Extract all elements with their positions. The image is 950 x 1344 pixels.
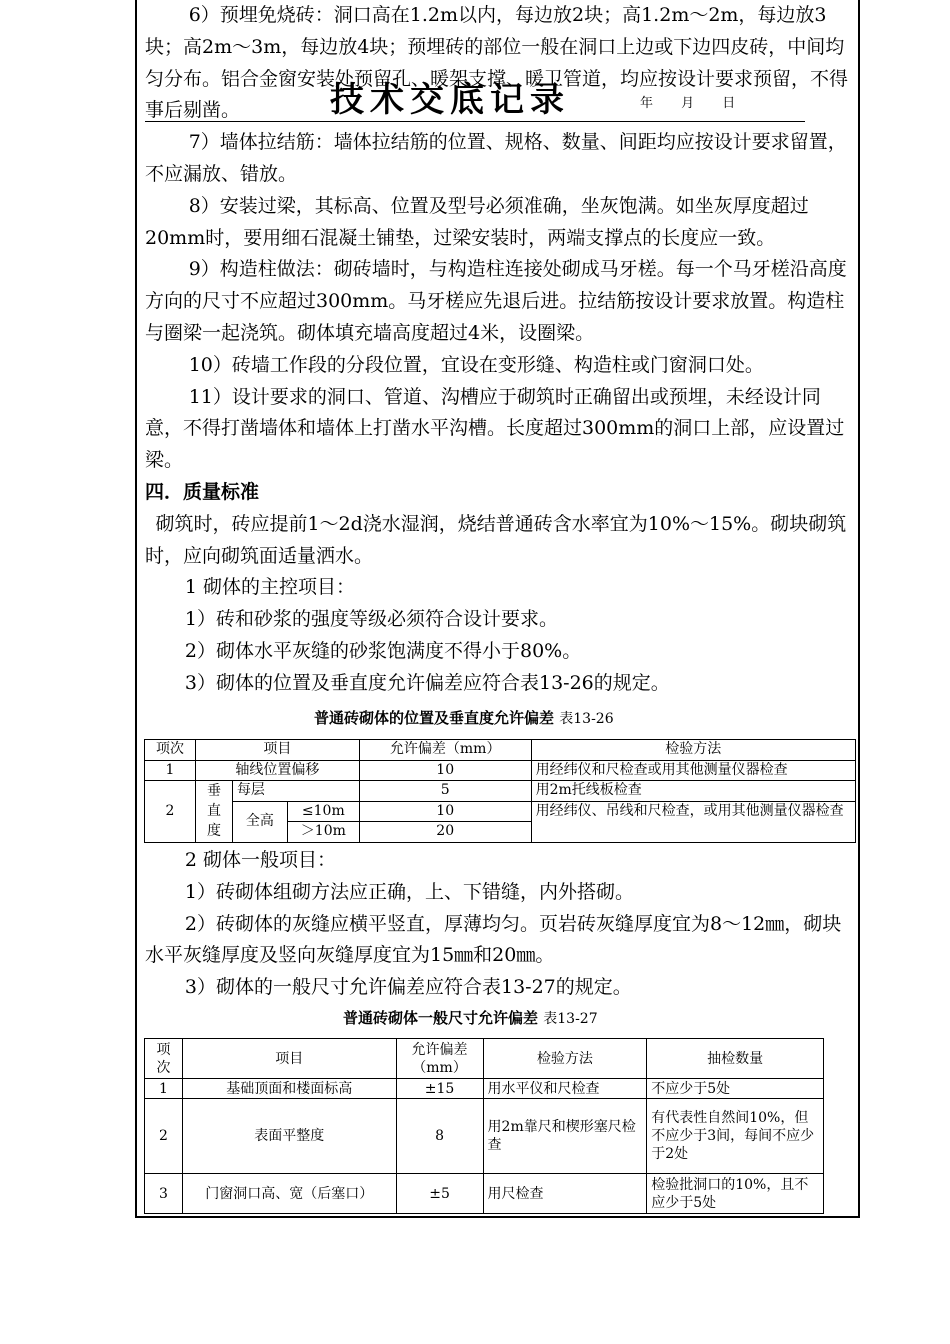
cell: 每层: [232, 781, 359, 802]
table-13-26: [144, 739, 856, 843]
date-placeholder: 年 月 日: [640, 96, 748, 111]
main-item-2: 2）砌体水平灰缝的砂浆饱满度不得小于80%。: [184, 639, 582, 662]
main-item-1: 1）砖和砂浆的强度等级必须符合设计要求。: [184, 608, 558, 631]
cell: 10: [359, 801, 531, 822]
paragraph-10: 10）砖墙工作段的分段位置，宜设在变形缝、构造柱或门窗洞口处。: [188, 353, 764, 376]
cell: 检验批洞口的10%，且不应少于5处: [647, 1174, 824, 1214]
section-intro: 砌筑时，砖应提前1～2d浇水湿润，烧结普通砖含水率宜为10%～15%。砌块砌筑时，应向砌筑面适量洒水。: [145, 512, 847, 567]
paragraph-7: 7）墙体拉结筋：墙体拉结筋的位置、规格、数量、间距均应按设计要求留置，不应漏放、错放。: [145, 131, 847, 185]
table-header-row: [145, 740, 856, 761]
cell: 用经纬仪、吊线和尺检查，或用其他测量仪器检查: [531, 801, 855, 842]
paragraph-9: 9）构造柱做法：砌砖墙时，与构造柱连接处砌成马牙槎。每一个马牙槎沿高度方向的尺寸不应超过300mm。马牙槎应先退后进。拉结筋按设计要求放置。构造柱与圈梁一起浇筑。砌体填充墙高度超过4米，设圈梁。: [145, 258, 847, 344]
paragraph-8: 8）安装过梁，其标高、位置及型号必须准确，坐灰饱满。如坐灰厚度超过20mm时，要用细石混凝土铺垫，过梁安装时，两端支撑点的长度应一致。: [145, 194, 809, 249]
table-row: [145, 1099, 824, 1174]
general-item-3: 3）砌体的一般尺寸允许偏差应符合表13-27的规定。: [184, 976, 632, 999]
cell: ±15: [396, 1079, 483, 1099]
cell: 20: [359, 822, 531, 843]
cell: 用尺检查: [483, 1174, 647, 1214]
cell: ±5: [396, 1174, 483, 1214]
table1-caption-text: 普通砖砌体的位置及垂直度允许偏差: [314, 709, 555, 727]
general-item-2: 2）砖砌体的灰缝应横平竖直，厚薄均匀。页岩砖灰缝厚度宜为8～12㎜，砌块水平灰缝厚度及竖向灰缝厚度宜为15㎜和20㎜。: [145, 912, 842, 967]
cell: ＞10m: [287, 822, 359, 843]
cell: 2: [145, 1099, 183, 1174]
cell: 全高: [232, 801, 287, 842]
cell: 不应少于5处: [647, 1079, 824, 1099]
table2-caption-number: 表13-27: [543, 1011, 598, 1027]
cell: 1: [145, 760, 196, 781]
main-item-3: 3）砌体的位置及垂直度允许偏差应符合表13-26的规定。: [184, 671, 670, 694]
cell: 用水平仪和尺检查: [483, 1079, 647, 1099]
table-row: [145, 1079, 824, 1099]
cell: 1: [145, 1079, 183, 1099]
cell: 轴线位置偏移: [195, 760, 359, 781]
document-title: 技术交底记录: [330, 80, 570, 120]
table-row: [145, 781, 856, 802]
header-cell: 检验方法: [531, 740, 855, 761]
table-row: [145, 801, 856, 822]
general-items-title: 2 砌体一般项目：: [184, 849, 337, 871]
main-items-title: 1 砌体的主控项目：: [184, 576, 356, 599]
cell: 用2m托线板检查: [531, 781, 855, 802]
table1-caption-number: 表13-26: [559, 711, 614, 727]
cell: 用经纬仪和尺检查或用其他测量仪器检查: [531, 760, 855, 781]
cell: 有代表性自然间10%，但不应少于3间，每间不应少于2处: [647, 1099, 824, 1174]
section-heading-quality: 四．质量标准: [145, 480, 260, 503]
cell: 基础顶面和楼面标高: [182, 1079, 396, 1099]
header-cell: 抽检数量: [647, 1039, 824, 1079]
header-cell: 项次: [145, 1039, 183, 1079]
cell: 8: [396, 1099, 483, 1174]
cell: 3: [145, 1174, 183, 1214]
cell: 用2m靠尺和楔形塞尺检查: [483, 1099, 647, 1174]
table-13-27: [144, 1038, 824, 1214]
table2-caption: [343, 1007, 598, 1028]
cell: 表面平整度: [182, 1099, 396, 1174]
header-cell: 项次: [145, 740, 196, 761]
table-row: [145, 1174, 824, 1214]
document-body-2: [145, 845, 850, 1004]
cell: 垂直度: [195, 781, 232, 843]
cell: ≤10m: [287, 801, 359, 822]
general-item-1: 1）砖砌体组砌方法应正确，上、下错缝，内外搭砌。: [184, 880, 634, 903]
table1-caption: [314, 707, 614, 728]
cell: 门窗洞口高、宽（后塞口）: [182, 1174, 396, 1214]
cell: 5: [359, 781, 531, 802]
paragraph-11: 11）设计要求的洞口、管道、沟槽应于砌筑时正确留出或预埋，未经设计同意，不得打凿墙体和墙体上打凿水平沟槽。长度超过300mm的洞口上部，应设置过梁。: [145, 385, 845, 472]
table-header-row: [145, 1039, 824, 1079]
cell: 10: [359, 760, 531, 781]
header-cell: 允许偏差（mm）: [359, 740, 531, 761]
cell: 2: [145, 781, 196, 843]
header-cell: 项目: [195, 740, 359, 761]
header-cell: 项目: [182, 1039, 396, 1079]
title-underline: [145, 121, 805, 122]
header-cell: 允许偏差（mm）: [396, 1039, 483, 1079]
table-row: [145, 760, 856, 781]
header-cell: 检验方法: [483, 1039, 647, 1079]
table2-caption-text: 普通砖砌体一般尺寸允许偏差: [343, 1009, 539, 1027]
paragraph-6: 6）预埋免烧砖：洞口高在1.2m以内，每边放2块；高1.2m～2m，每边放3块；高2m～3m，每边放4块；预埋砖的部位一般在洞口上边或下边四皮砖，中间均匀分布。铝合金窗安装处预留孔、暖架支撑、暖卫管道，均应按设计要求预留，不得事后剔凿。: [145, 4, 849, 122]
